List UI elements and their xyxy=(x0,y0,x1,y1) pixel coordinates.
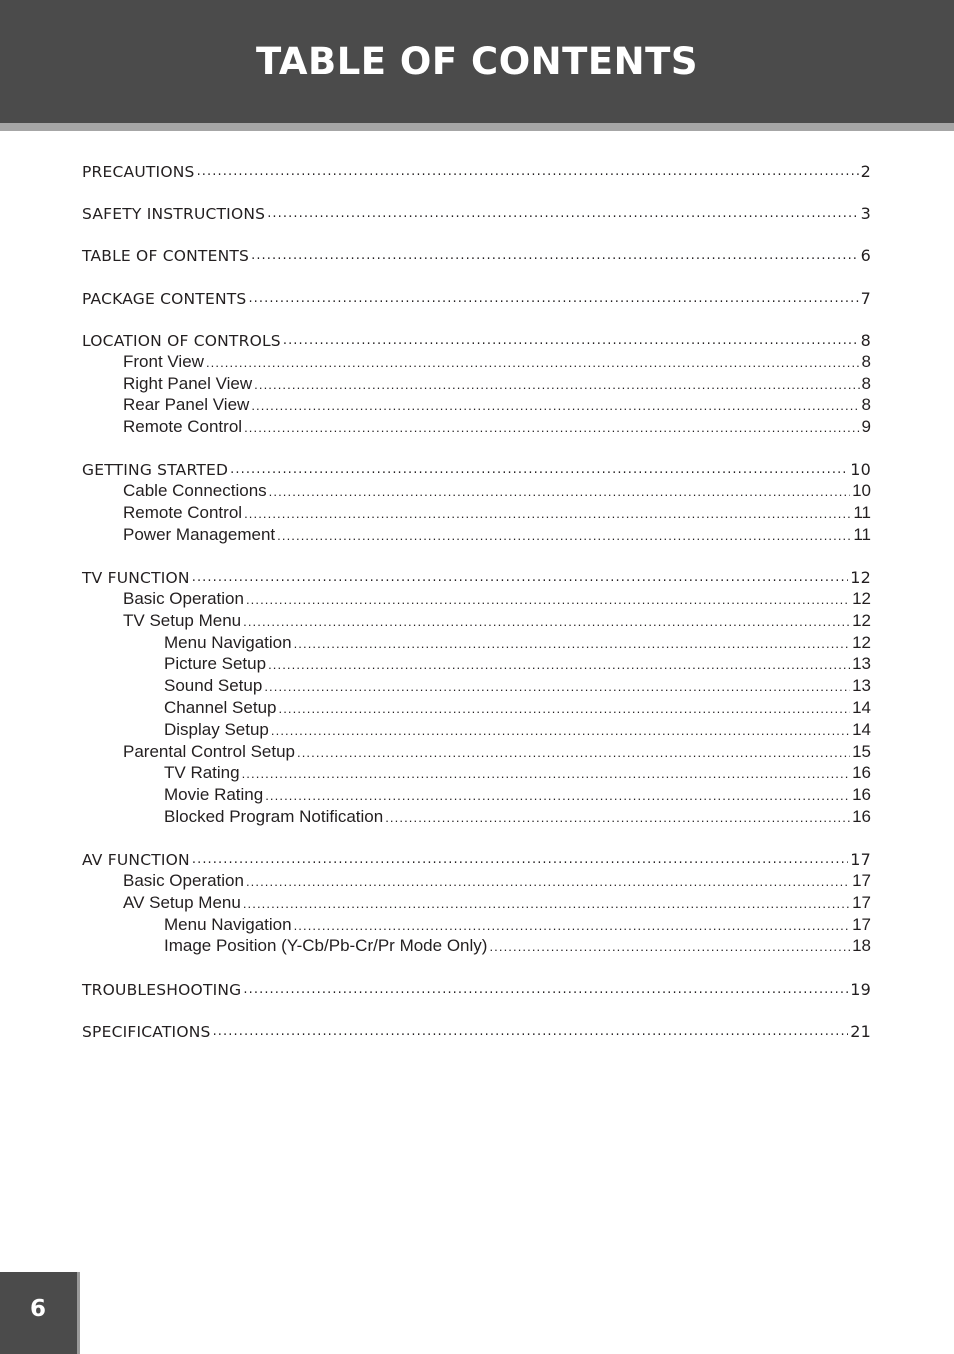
dot-leader xyxy=(243,897,850,913)
dot-leader xyxy=(251,249,859,265)
dot-leader xyxy=(265,789,850,805)
toc-entry[interactable] xyxy=(82,328,871,350)
dot-leader xyxy=(271,724,850,740)
toc-subentry[interactable] xyxy=(82,891,871,913)
dot-leader xyxy=(278,702,850,718)
toc-entry-label: TROUBLESHOOTING xyxy=(82,980,242,999)
toc-entry-label: Cable Connections xyxy=(123,481,267,501)
toc-entry-page: 17 xyxy=(852,914,871,934)
toc-entry-page: 12 xyxy=(852,610,871,630)
toc-subentry[interactable] xyxy=(82,479,871,501)
toc-entry-page: 8 xyxy=(861,395,871,415)
dot-leader xyxy=(385,811,850,827)
toc-subsubentry[interactable] xyxy=(82,805,871,827)
toc-subsubentry[interactable] xyxy=(82,653,871,675)
toc-entry-page: 12 xyxy=(852,588,871,608)
toc-entry-page: 16 xyxy=(852,806,871,826)
toc-entry-label: Menu Navigation xyxy=(164,632,292,652)
dot-leader xyxy=(192,853,848,869)
toc-entry-page: 9 xyxy=(861,417,871,437)
toc-entry-label: Movie Rating xyxy=(164,785,264,805)
toc-entry-page: 21 xyxy=(850,1022,871,1041)
toc-entry[interactable] xyxy=(82,159,871,181)
toc-entry[interactable] xyxy=(82,565,871,587)
toc-subentry[interactable] xyxy=(82,394,871,416)
dot-leader xyxy=(246,593,850,609)
dot-leader xyxy=(243,615,850,631)
toc-entry-page: 16 xyxy=(852,763,871,783)
toc-subentry[interactable] xyxy=(82,372,871,394)
toc-entry[interactable] xyxy=(82,977,871,999)
toc-entry-page: 13 xyxy=(852,654,871,674)
toc-subentry[interactable] xyxy=(82,587,871,609)
dot-leader xyxy=(213,1025,849,1041)
toc-entry-label: Power Management xyxy=(123,524,276,544)
toc-entry-label: Basic Operation xyxy=(123,871,244,891)
toc-entry-page: 6 xyxy=(860,246,871,266)
toc-entry-label: AV FUNCTION xyxy=(82,851,190,870)
dot-leader xyxy=(254,378,859,394)
toc-entry[interactable] xyxy=(82,847,871,869)
page-title: TABLE OF CONTENTS xyxy=(256,40,698,83)
toc-entry-page: 17 xyxy=(850,850,871,870)
toc-entry-page: 2 xyxy=(860,161,871,181)
dot-leader xyxy=(251,399,859,415)
dot-leader xyxy=(267,207,858,223)
dot-leader xyxy=(277,529,851,545)
toc-entry-label: Image Position (Y-Cb/Pb-Cr/Pr Mode Only) xyxy=(164,936,488,956)
toc-entry-label: Rear Panel View xyxy=(123,395,250,415)
toc-entry-page: 7 xyxy=(860,288,871,308)
toc-entry-label: Blocked Program Notification xyxy=(164,806,384,826)
toc-entry-label: Display Setup xyxy=(164,719,269,739)
toc-entry-label: PRECAUTIONS xyxy=(82,162,195,181)
toc-entry-label: TABLE OF CONTENTS xyxy=(82,247,250,266)
toc-entry[interactable] xyxy=(82,458,871,480)
toc-subentry[interactable] xyxy=(82,869,871,891)
toc-entry-label: TV FUNCTION xyxy=(82,569,190,588)
toc-subsubentry[interactable] xyxy=(82,913,871,935)
toc-entry-label: Front View xyxy=(123,351,204,371)
dot-leader xyxy=(242,767,850,783)
toc-entry-label: SPECIFICATIONS xyxy=(82,1023,211,1041)
toc-entry-label: AV Setup Menu xyxy=(123,892,241,912)
toc-subentry[interactable] xyxy=(82,350,871,372)
toc-entry-label: Channel Setup xyxy=(164,697,277,717)
toc-entry-page: 13 xyxy=(852,676,871,696)
dot-leader xyxy=(489,940,850,956)
toc-entry-page: 11 xyxy=(853,503,871,523)
dot-leader xyxy=(283,334,859,350)
dot-leader xyxy=(206,356,860,372)
toc-entry-page: 14 xyxy=(852,719,871,739)
dot-leader xyxy=(297,746,850,762)
toc-entry-page: 17 xyxy=(852,871,871,891)
toc-entry-label: GETTING STARTED xyxy=(82,461,229,480)
toc-entry-label: Remote Control xyxy=(123,503,243,523)
dot-leader xyxy=(230,463,848,479)
toc-subentry[interactable] xyxy=(82,415,871,437)
dot-leader xyxy=(248,292,858,308)
toc-subentry[interactable] xyxy=(82,740,871,762)
dot-leader xyxy=(244,421,859,437)
header-divider xyxy=(0,123,954,131)
toc-entry-label: Sound Setup xyxy=(164,676,263,696)
dot-leader xyxy=(264,680,850,696)
toc-subsubentry[interactable] xyxy=(82,631,871,653)
dot-leader xyxy=(197,165,859,181)
toc-subsubentry[interactable] xyxy=(82,674,871,696)
dot-leader xyxy=(294,919,851,935)
toc-entry[interactable] xyxy=(82,286,871,308)
toc-entry-page: 16 xyxy=(852,785,871,805)
table-of-contents xyxy=(82,159,871,1041)
dot-leader xyxy=(192,571,849,587)
toc-entry-page: 8 xyxy=(861,351,871,371)
toc-entry-page: 11 xyxy=(853,524,871,544)
toc-entry-label: SAFETY INSTRUCTIONS xyxy=(82,205,266,224)
toc-entry-page: 15 xyxy=(852,741,871,761)
toc-entry[interactable] xyxy=(82,201,871,223)
toc-entry-page: 12 xyxy=(852,632,871,652)
dot-leader xyxy=(246,875,850,891)
dot-leader xyxy=(243,983,848,999)
toc-subentry[interactable] xyxy=(82,501,871,523)
toc-subsubentry[interactable] xyxy=(82,783,871,805)
dot-leader xyxy=(268,658,850,674)
toc-entry-label: PACKAGE CONTENTS xyxy=(82,289,247,308)
toc-entry-page: 17 xyxy=(852,892,871,912)
toc-subentry[interactable] xyxy=(82,523,871,545)
toc-subsubentry[interactable] xyxy=(82,718,871,740)
toc-entry[interactable] xyxy=(82,244,871,266)
toc-entry-page: 14 xyxy=(852,697,871,717)
dot-leader xyxy=(244,507,851,523)
toc-entry-page: 18 xyxy=(852,936,871,956)
toc-entry-page: 12 xyxy=(850,568,871,588)
toc-entry-page: 19 xyxy=(850,979,871,999)
toc-subsubentry[interactable] xyxy=(82,935,871,957)
dot-leader xyxy=(294,637,851,653)
toc-entry-label: Remote Control xyxy=(123,417,243,437)
toc-entry-label: Parental Control Setup xyxy=(123,741,295,761)
toc-entry-label: Picture Setup xyxy=(164,654,267,674)
toc-entry[interactable] xyxy=(82,1019,871,1041)
dot-leader xyxy=(269,485,850,501)
toc-subsubentry[interactable] xyxy=(82,696,871,718)
toc-entry-page: 10 xyxy=(850,460,871,480)
toc-entry-label: TV Setup Menu xyxy=(123,610,242,630)
toc-entry-page: 8 xyxy=(860,330,871,350)
page-number: 6 xyxy=(29,1296,46,1322)
header-bar xyxy=(0,0,954,123)
toc-entry-label: Menu Navigation xyxy=(164,914,292,934)
toc-entry-label: Basic Operation xyxy=(123,588,244,608)
toc-subentry[interactable] xyxy=(82,609,871,631)
toc-entry-label: LOCATION OF CONTROLS xyxy=(82,331,281,350)
toc-entry-label: Right Panel View xyxy=(123,373,253,393)
toc-subsubentry[interactable] xyxy=(82,762,871,784)
toc-entry-page: 10 xyxy=(852,481,871,501)
page-number-tab xyxy=(0,1272,80,1354)
toc-entry-page: 8 xyxy=(861,373,871,393)
toc-entry-page: 3 xyxy=(860,204,871,224)
toc-entry-label: TV Rating xyxy=(164,763,240,783)
